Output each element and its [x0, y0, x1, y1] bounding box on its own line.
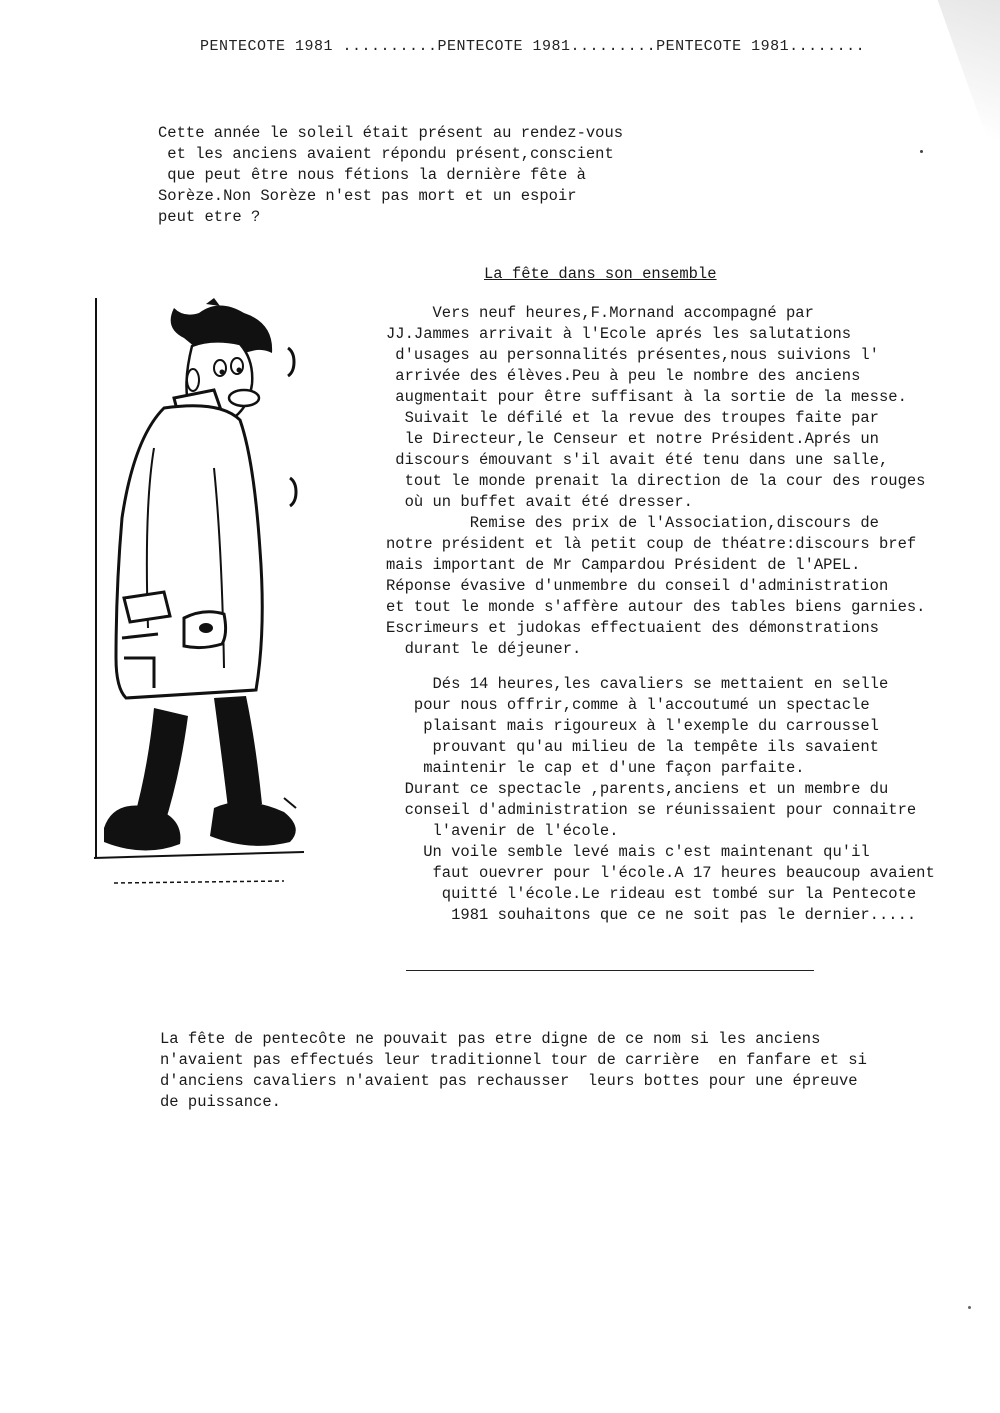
body-line: quitté l'école.Le rideau est tombé sur la Pentecote	[386, 885, 917, 903]
body-line: prouvant qu'au milieu de la tempête ils savaient	[386, 738, 879, 756]
intro-line: que peut être nous fétions la dernière fête à	[158, 166, 586, 184]
body-line: 1981 souhaitons que ce ne soit pas le dernier.....	[386, 906, 917, 924]
body-line: Durant ce spectacle ,parents,anciens et un membre du	[386, 780, 889, 798]
body-line: où un buffet avait été dresser.	[386, 493, 693, 511]
body-line: l'avenir de l'école.	[386, 822, 619, 840]
footer-line: La fête de pentecôte ne pouvait pas etre digne de ce nom si les anciens	[160, 1030, 821, 1048]
speck	[968, 1306, 971, 1309]
body-line: faut ouevrer pour l'école.A 17 heures beaucoup avaient	[386, 864, 935, 882]
footer-line: de puissance.	[160, 1093, 281, 1111]
body-line: Escrimeurs et judokas effectuaient des démonstrations	[386, 619, 879, 637]
body-line: conseil d'administration se réunissaient pour connaitre	[386, 801, 917, 819]
body-line: maintenir le cap et d'une façon parfaite.	[386, 759, 805, 777]
cartoon-illustration	[94, 298, 326, 898]
body-line: Vers neuf heures,F.Mornand accompagné par	[386, 304, 814, 322]
footer-line: d'anciens cavaliers n'avaient pas rechausser leurs bottes pour une épreuve	[160, 1072, 858, 1090]
section-title: La fête dans son ensemble	[484, 265, 717, 283]
body-line: le Directeur,le Censeur et notre Président.Aprés un	[386, 430, 879, 448]
body-line: pour nous offrir,comme à l'accoutumé un spectacle	[386, 696, 870, 714]
body-line: Réponse évasive d'unmembre du conseil d'administration	[386, 577, 889, 595]
page-corner-fold	[920, 0, 1000, 175]
intro-line: et les anciens avaient répondu présent,conscient	[158, 145, 614, 163]
page-header: PENTECOTE 1981 ..........PENTECOTE 1981.........PENTECOTE 1981........	[200, 38, 866, 55]
body-line: Suivait le défilé et la revue des troupes faite par	[386, 409, 879, 427]
body-line: arrivée des élèves.Peu à peu le nombre des anciens	[386, 367, 861, 385]
body-line: JJ.Jammes arrivait à l'Ecole aprés les salutations	[386, 325, 852, 343]
body-line: et tout le monde s'affère autour des tables biens garnies.	[386, 598, 926, 616]
body-line: discours émouvant s'il avait été tenu dans une salle,	[386, 451, 889, 469]
speck	[920, 150, 923, 153]
intro-line: Sorèze.Non Sorèze n'est pas mort et un espoir	[158, 187, 577, 205]
body-line: Un voile semble levé mais c'est maintenant qu'il	[386, 843, 870, 861]
body-line: Remise des prix de l'Association,discours de	[386, 514, 879, 532]
intro-line: peut etre ?	[158, 208, 261, 226]
body-line: notre président et là petit coup de théatre:discours bref	[386, 535, 917, 553]
body-line: plaisant mais rigoureux à l'exemple du carroussel	[386, 717, 879, 735]
body-line: d'usages au personnalités présentes,nous suivions l'	[386, 346, 879, 364]
intro-line: Cette année le soleil était présent au rendez-vous	[158, 124, 624, 142]
body-line: durant le déjeuner.	[386, 640, 582, 658]
footer-line: n'avaient pas effectués leur traditionnel tour de carrière en fanfare et si	[160, 1051, 867, 1069]
body-line: mais important de Mr Campardou Président de l'APEL.	[386, 556, 861, 574]
body-line: tout le monde prenait la direction de la cour des rouges	[386, 472, 926, 490]
cartoon-man-in-trenchcoat	[94, 298, 326, 898]
body-line: Dés 14 heures,les cavaliers se mettaient en selle	[386, 675, 889, 693]
body-line: augmentait pour être suffisant à la sortie de la messe.	[386, 388, 907, 406]
separator-rule	[406, 970, 814, 971]
